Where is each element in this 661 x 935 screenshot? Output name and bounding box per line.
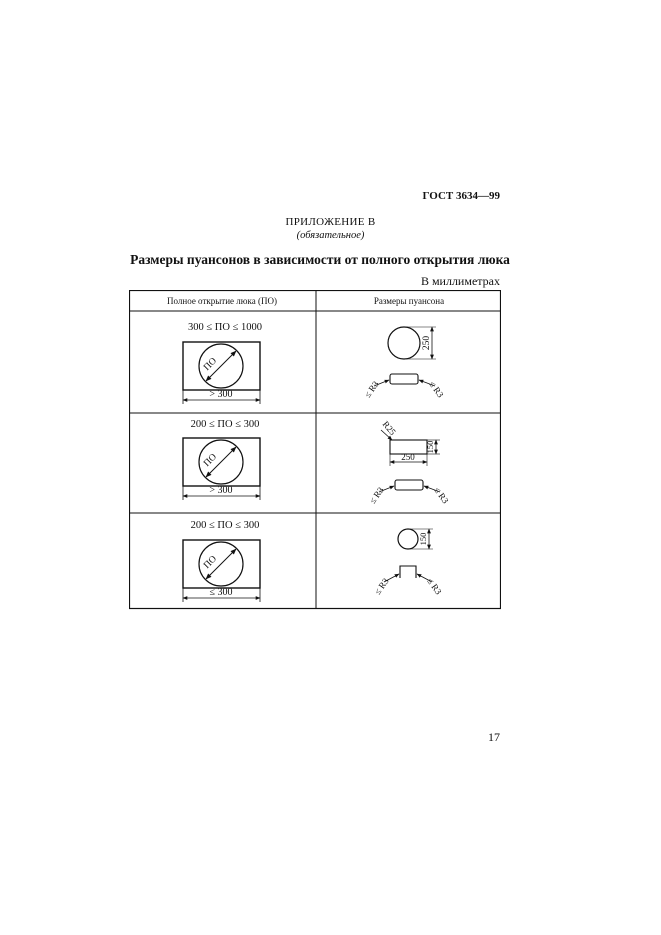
hatch-label: ПО	[202, 356, 219, 373]
hatch-label: ПО	[202, 452, 219, 469]
hatch-label: ПО	[202, 554, 219, 571]
radius-label: ≤ R3	[372, 576, 391, 597]
width-dimension-label: ≤ 300	[209, 587, 233, 598]
punch-drawing	[367, 419, 451, 506]
hatch-opening-drawing	[183, 540, 260, 602]
units-label: В миллиметрах	[420, 274, 500, 288]
table-row	[183, 419, 451, 506]
corner-radius-label: R25	[380, 419, 398, 438]
page-title: Размеры пуансонов в зависимости от полного открытия люка	[130, 252, 510, 267]
rect-width-label: 250	[401, 452, 415, 462]
radius-label: ≤ R3	[367, 485, 386, 506]
page-number: 17	[488, 730, 500, 744]
width-dimension-label: > 300	[209, 389, 233, 400]
radius-label: ≤ R3	[427, 379, 446, 400]
radius-label: ≤ R3	[432, 485, 451, 506]
hatch-opening-drawing	[183, 342, 260, 404]
circle-dimension-label: 250	[422, 335, 432, 351]
appendix-title: ПРИЛОЖЕНИЕ В	[285, 216, 376, 228]
table-frame	[130, 291, 501, 609]
table-row	[183, 520, 444, 602]
column-header: Полное открытие люка (ПО)	[167, 296, 277, 306]
punch-drawing	[372, 529, 444, 597]
circle-dimension-label: 150	[418, 532, 428, 546]
radius-label: ≤ R3	[362, 379, 381, 400]
hatch-opening-drawing	[183, 438, 260, 500]
punch-drawing	[362, 327, 446, 400]
radius-label: ≤ R3	[425, 576, 444, 597]
table-row	[183, 322, 446, 404]
opening-range-label: 200 ≤ ПО ≤ 300	[190, 419, 260, 430]
appendix-note: (обязательное)	[296, 230, 365, 241]
opening-range-label: 300 ≤ ПО ≤ 1000	[188, 322, 262, 333]
width-dimension-label: > 300	[209, 485, 233, 496]
opening-range-label: 200 ≤ ПО ≤ 300	[190, 520, 260, 531]
column-header: Размеры пуансона	[373, 296, 445, 306]
punch-size-table	[129, 290, 501, 610]
rect-height-label: 150	[425, 440, 435, 454]
document-code: ГОСТ 3634—99	[422, 190, 500, 202]
